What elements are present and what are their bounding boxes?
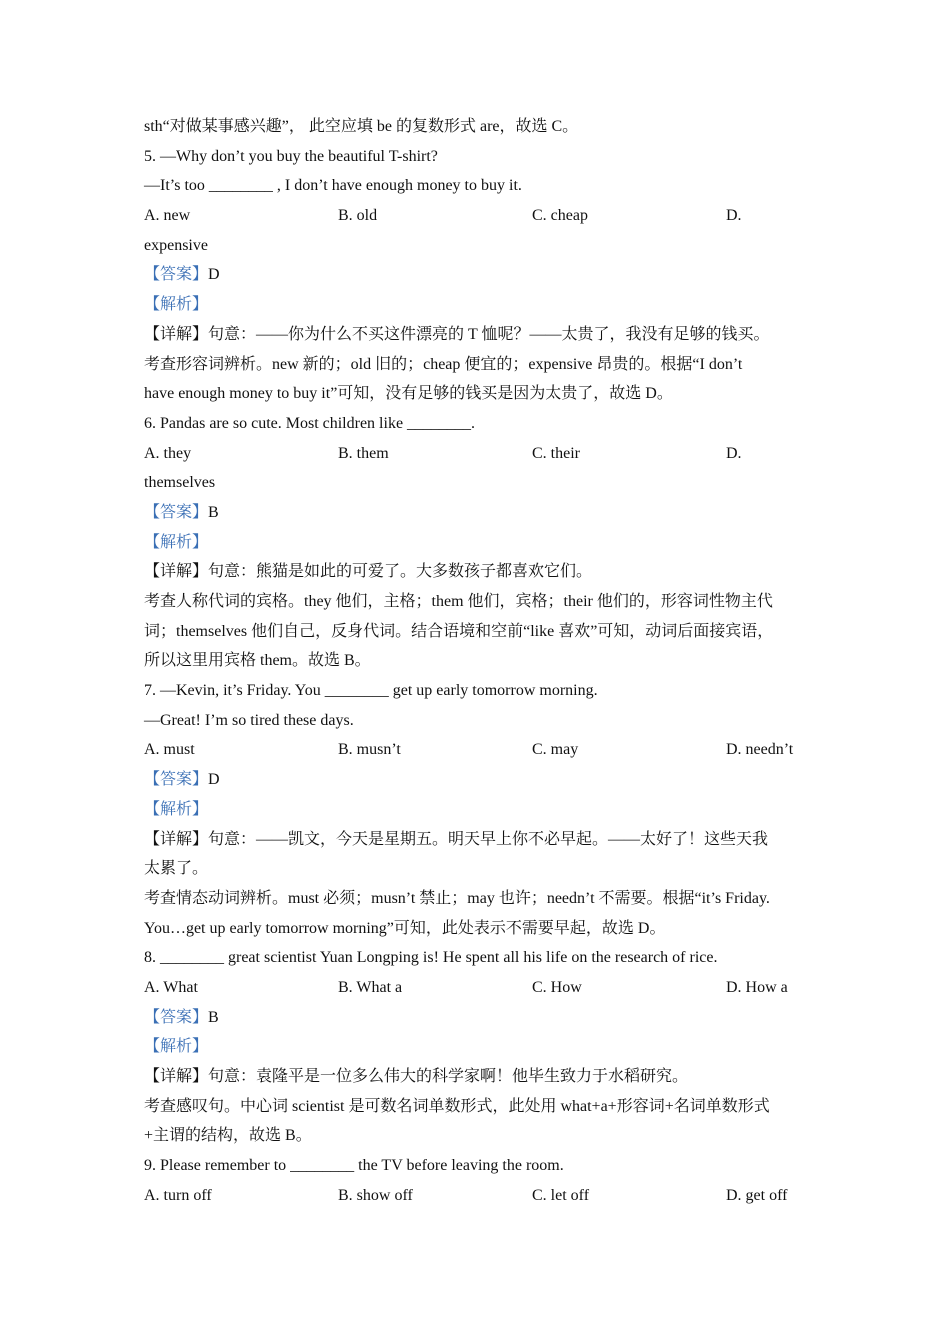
question-6: 6. Pandas are so cute. Most children like ________.: [144, 414, 476, 432]
option-d: D.: [726, 207, 742, 225]
detail-line: 太累了。: [144, 860, 209, 878]
option-b: B. show off: [338, 1186, 413, 1204]
answer-value: B: [208, 503, 219, 521]
option-b: B. musn’t: [338, 741, 401, 759]
question-8: 8. ________ great scientist Yuan Longping is! He spent all his life on the research of rice.: [144, 949, 718, 967]
analysis-tag: 【解析】: [144, 533, 209, 551]
question-5-options: [144, 201, 814, 231]
option-d: D. needn’t: [726, 741, 794, 759]
answer-5: [144, 260, 814, 290]
text-line: sth“对做某事感兴趣”， 此空应填 be 的复数形式 are，故选 C。: [144, 118, 579, 135]
option-a: A. What: [144, 978, 198, 996]
option-c: C. may: [532, 741, 579, 759]
option-b: B. What a: [338, 978, 403, 996]
analysis-tag: 【解析】: [144, 800, 209, 818]
question-9: 9. Please remember to ________ the TV before leaving the room.: [144, 1157, 564, 1175]
document-page: [144, 112, 814, 1210]
detail-line: +主谓的结构，故选 B。: [144, 1127, 312, 1145]
option-a: A. new: [144, 207, 191, 225]
question-7-line-2: —Great! I’m so tired these days.: [144, 711, 354, 729]
option-d: D. How a: [726, 978, 788, 996]
question-5-line-2: —It’s too ________ , I don’t have enough money to buy it.: [144, 177, 522, 195]
answer-tag: 【答案】: [144, 1008, 209, 1026]
option-d: D. get off: [726, 1186, 788, 1204]
question-7: 7. —Kevin, it’s Friday. You ________ get up early tomorrow morning.: [144, 682, 598, 700]
answer-8: [144, 1003, 814, 1033]
answer-tag: 【答案】: [144, 771, 209, 789]
answer-value: D: [208, 771, 220, 789]
detail-line: 词；themselves 他们自己，反身代词。结合语境和空前“like 喜欢”可知，动词后面接宾语，: [144, 622, 774, 640]
option-c: C. let off: [532, 1186, 590, 1204]
option-b: B. them: [338, 444, 389, 462]
question-5: 5. —Why don’t you buy the beautiful T-shirt?: [144, 147, 438, 165]
answer-value: B: [208, 1008, 219, 1026]
option-d: D.: [726, 444, 742, 462]
option-d-wrap: themselves: [144, 474, 216, 492]
detail-line: 考查情态动词辨析。must 必须；musn’t 禁止；may 也许；needn’t 不需要。根据“it’s Friday.: [144, 889, 770, 907]
option-c: C. their: [532, 444, 580, 462]
detail-line: You…get up early tomorrow morning”可知，此处表示不需要早起，故选 D。: [144, 919, 666, 937]
question-8-options: [144, 973, 814, 1003]
option-d-wrap: expensive: [144, 236, 208, 254]
question-7-options: [144, 735, 814, 765]
analysis-tag: 【解析】: [144, 296, 209, 314]
answer-value: D: [208, 266, 220, 284]
option-c: C. cheap: [532, 207, 588, 225]
question-6-options: [144, 439, 814, 469]
option-a: A. they: [144, 444, 192, 462]
detail-line: 【详解】句意：熊猫是如此的可爱了。大多数孩子都喜欢它们。: [144, 563, 593, 581]
detail-line: have enough money to buy it”可知，没有足够的钱买是因为太贵了，故选 D。: [144, 385, 673, 403]
detail-line: 所以这里用宾格 them。故选 B。: [144, 652, 371, 670]
detail-line: 考查形容词辨析。new 新的；old 旧的；cheap 便宜的；expensive 昂贵的。根据“I don’t: [144, 355, 743, 373]
answer-7: [144, 765, 814, 795]
detail-line: 【详解】句意：——你为什么不买这件漂亮的 T 恤呢？——太贵了，我没有足够的钱买。: [144, 325, 770, 343]
detail-line: 考查人称代词的宾格。they 他们，主格；them 他们，宾格；their 他们的，形容词性物主代: [144, 593, 773, 610]
option-b: B. old: [338, 207, 378, 225]
detail-line: 【详解】句意：袁隆平是一位多么伟大的科学家啊！他毕生致力于水稻研究。: [144, 1068, 689, 1085]
analysis-tag: 【解析】: [144, 1038, 209, 1056]
option-a: A. must: [144, 741, 195, 759]
detail-line: 考查感叹句。中心词 scientist 是可数名词单数形式，此处用 what+a+形容词+名词单数形式: [144, 1097, 770, 1115]
option-c: C. How: [532, 978, 582, 996]
answer-6: [144, 498, 814, 528]
detail-line: 【详解】句意：——凯文，今天是星期五。明天早上你不必早起。——太好了！这些天我: [144, 830, 769, 848]
question-9-options: [144, 1181, 814, 1211]
answer-tag: 【答案】: [144, 503, 209, 521]
option-a: A. turn off: [144, 1186, 212, 1204]
answer-tag: 【答案】: [144, 266, 209, 284]
